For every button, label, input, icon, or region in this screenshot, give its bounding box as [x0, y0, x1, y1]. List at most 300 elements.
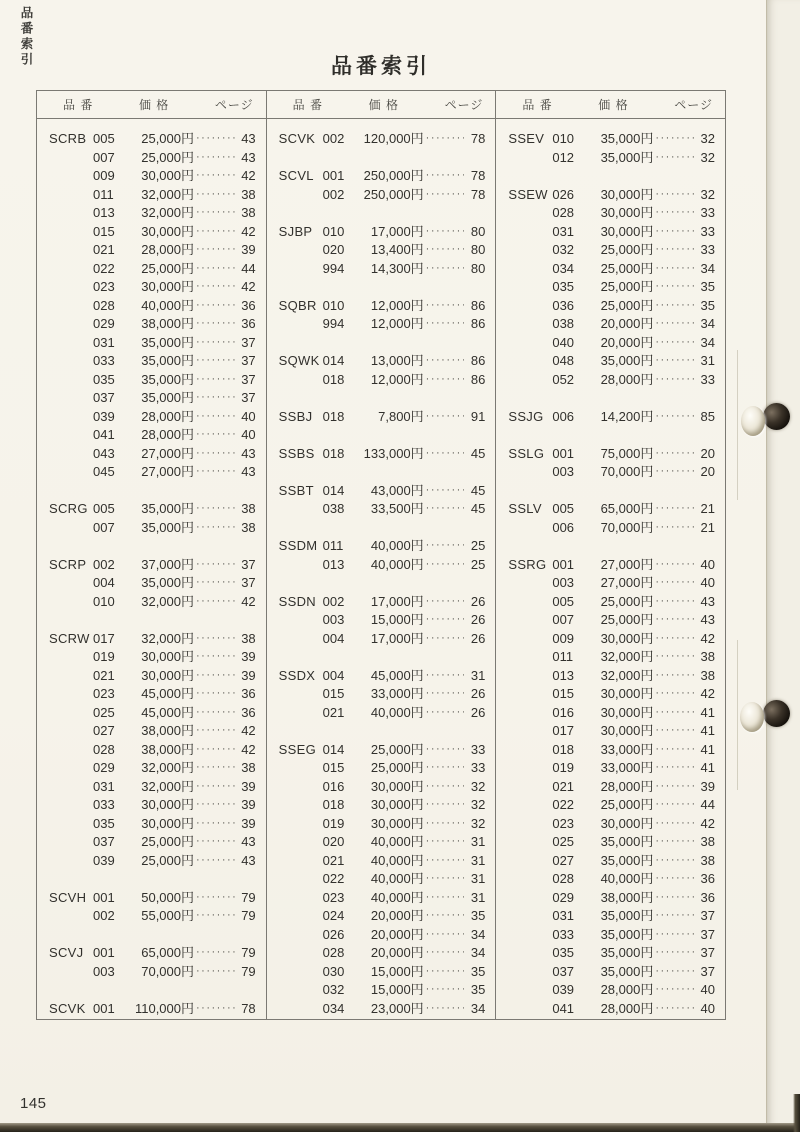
dotted-leader [424, 999, 465, 1018]
page-reference: 36 [700, 889, 716, 905]
product-family: SQBR [278, 297, 317, 313]
scan-corner-edge [793, 1094, 800, 1132]
product-code: 037 [93, 834, 115, 849]
index-row [49, 907, 256, 926]
page-reference: 38 [700, 649, 716, 664]
index-row [508, 667, 715, 686]
price-value: 30,000円 [600, 686, 654, 701]
page-reference: 37 [700, 963, 716, 979]
index-row [49, 463, 256, 482]
product-family: SSJG [508, 408, 544, 424]
index-row [508, 574, 715, 593]
price-value: 13,000円 [370, 353, 424, 368]
product-code: 994 [322, 260, 345, 276]
product-family: SSEV [508, 131, 545, 146]
dotted-leader [653, 259, 694, 278]
price-value: 35,000円 [141, 334, 194, 350]
index-row [508, 778, 715, 797]
index-row [49, 297, 256, 316]
dotted-leader [424, 962, 465, 981]
page-reference: 40 [700, 982, 716, 997]
index-row [508, 685, 715, 704]
page-reference: 35 [470, 908, 486, 923]
index-row [508, 519, 715, 538]
dotted-leader [194, 444, 235, 463]
product-code: 004 [322, 667, 345, 683]
header-code: 品 番 [292, 98, 324, 112]
product-group-ssjg [508, 408, 715, 427]
header-price: 価 格 [138, 98, 170, 112]
product-family: SSLV [508, 501, 542, 516]
page-reference: 31 [470, 852, 486, 868]
product-family: SCVK [278, 131, 316, 146]
page-reference: 42 [700, 686, 716, 701]
index-row [508, 186, 715, 205]
page-reference: 37 [700, 926, 716, 942]
page-reference: 41 [700, 704, 716, 720]
page-reference: 37 [241, 556, 256, 572]
price-value: 28,000円 [600, 778, 654, 794]
page-reference: 36 [241, 316, 256, 331]
product-code: 022 [322, 871, 345, 886]
index-row [49, 260, 256, 279]
dotted-leader [653, 444, 694, 463]
price-value: 30,000円 [141, 223, 194, 239]
product-code: 001 [93, 945, 115, 960]
product-code: 048 [552, 353, 575, 368]
price-value: 28,000円 [600, 371, 654, 387]
price-value: 33,000円 [600, 741, 654, 757]
product-code: 015 [322, 760, 345, 775]
index-row [279, 778, 486, 797]
price-value: 13,400円 [370, 242, 424, 257]
dotted-leader [653, 777, 694, 796]
page-reference: 34 [700, 260, 716, 276]
dotted-leader [194, 888, 235, 907]
price-value: 30,000円 [141, 279, 194, 294]
page-reference: 43 [241, 464, 256, 479]
page-reference: 21 [700, 501, 716, 516]
dotted-leader [424, 314, 465, 333]
dotted-leader [194, 185, 235, 204]
product-group-ssbs [279, 445, 486, 464]
index-row [279, 796, 486, 815]
page-reference: 25 [470, 556, 486, 572]
price-value: 110,000円 [134, 1000, 194, 1016]
product-code: 023 [322, 889, 345, 905]
dotted-leader [653, 462, 694, 481]
price-value: 35,000円 [600, 131, 654, 146]
page-reference: 32 [700, 131, 716, 146]
index-row [279, 593, 486, 612]
dotted-leader [194, 721, 235, 740]
price-value: 45,000円 [141, 704, 194, 720]
product-code: 001 [322, 168, 345, 183]
index-row [279, 445, 486, 464]
dotted-leader [194, 740, 235, 759]
page-title: 品番索引 [331, 55, 431, 78]
price-value: 27,000円 [141, 445, 194, 461]
dotted-leader [653, 610, 694, 629]
price-value: 25,000円 [600, 612, 654, 627]
product-group-scrb [49, 130, 256, 482]
column-header [496, 91, 725, 119]
price-value: 40,000円 [370, 556, 424, 572]
product-code: 029 [93, 760, 115, 775]
price-value: 35,000円 [141, 371, 194, 387]
product-code: 004 [93, 575, 115, 590]
scan-bottom-edge [0, 1123, 800, 1132]
dotted-leader [653, 925, 694, 944]
dotted-leader [424, 536, 465, 555]
page-reference: 86 [470, 316, 486, 331]
product-code: 032 [322, 982, 345, 997]
index-row [49, 500, 256, 519]
product-code: 001 [93, 1000, 115, 1016]
product-code: 038 [322, 501, 345, 516]
index-row [279, 630, 486, 649]
index-row [508, 889, 715, 908]
price-value: 65,000円 [141, 945, 194, 960]
product-code: 014 [322, 741, 345, 757]
index-row [508, 852, 715, 871]
index-row [508, 963, 715, 982]
index-row [508, 870, 715, 889]
page-reference: 80 [470, 260, 486, 276]
price-value: 30,000円 [370, 778, 424, 794]
page-reference: 33 [470, 741, 486, 757]
page-reference: 33 [700, 371, 716, 387]
page-reference: 40 [241, 427, 256, 442]
dotted-leader [424, 740, 465, 759]
product-code: 024 [322, 908, 345, 923]
page-reference: 39 [241, 778, 256, 794]
dotted-leader [194, 425, 235, 444]
page-reference: 78 [470, 168, 486, 183]
price-value: 35,000円 [600, 926, 654, 942]
index-row [279, 611, 486, 630]
index-row [49, 186, 256, 205]
page-reference: 42 [241, 593, 256, 609]
price-value: 17,000円 [370, 593, 424, 609]
price-value: 38,000円 [141, 741, 194, 757]
dotted-leader [194, 462, 235, 481]
header-price: 価 格 [598, 98, 629, 112]
page-reference: 42 [241, 168, 256, 183]
index-row [49, 833, 256, 852]
price-value: 40,000円 [600, 871, 654, 886]
product-code: 020 [322, 242, 345, 257]
dotted-leader [194, 629, 235, 648]
page-reference: 40 [241, 408, 256, 424]
dotted-leader [653, 814, 694, 833]
price-value: 15,000円 [370, 982, 424, 997]
product-family: SCVJ [49, 945, 84, 960]
product-code: 001 [93, 889, 115, 905]
price-value: 25,000円 [600, 279, 654, 294]
product-code: 052 [552, 371, 575, 387]
product-group-sqwk [279, 352, 486, 389]
price-value: 35,000円 [141, 501, 194, 516]
dotted-leader [653, 148, 694, 167]
page-reference: 80 [470, 242, 486, 257]
dotted-leader [653, 758, 694, 777]
product-code: 033 [93, 797, 115, 812]
price-value: 35,000円 [600, 353, 654, 368]
product-code: 003 [322, 612, 345, 627]
price-value: 32,000円 [141, 760, 194, 775]
index-row [279, 685, 486, 704]
index-row [49, 426, 256, 445]
index-row [508, 445, 715, 464]
product-group-ssdx [279, 667, 486, 723]
product-code: 003 [552, 575, 575, 590]
product-code: 017 [93, 630, 115, 646]
index-row [508, 223, 715, 242]
product-code: 013 [552, 667, 575, 683]
index-row [279, 167, 486, 186]
page-reference: 34 [700, 316, 716, 331]
product-family: SCRP [49, 556, 87, 572]
page-reference: 43 [241, 131, 256, 146]
price-value: 35,000円 [600, 852, 654, 868]
product-code: 022 [552, 797, 575, 812]
index-row [508, 907, 715, 926]
index-table [36, 90, 726, 1020]
index-row [508, 815, 715, 834]
page-reference: 31 [470, 667, 486, 683]
product-code: 994 [322, 316, 345, 331]
vertical-tab-label: 品番索引 [19, 6, 33, 68]
dotted-leader [194, 407, 235, 426]
dotted-leader [424, 259, 465, 278]
page-reference: 39 [700, 778, 716, 794]
price-value: 14,200円 [600, 408, 654, 424]
dotted-leader [653, 351, 694, 370]
page-reference: 45 [470, 501, 486, 516]
price-value: 12,000円 [370, 297, 424, 313]
product-code: 041 [93, 427, 115, 442]
price-value: 27,000円 [600, 556, 654, 572]
index-row [508, 500, 715, 519]
product-code: 012 [552, 149, 575, 165]
page-reference: 45 [470, 482, 486, 498]
dotted-leader [653, 999, 694, 1018]
page-reference: 37 [241, 371, 256, 387]
index-row [49, 741, 256, 760]
dotted-leader [194, 962, 235, 981]
dotted-leader [194, 388, 235, 407]
index-row [508, 833, 715, 852]
page-reference: 26 [470, 612, 486, 627]
page-reference: 39 [241, 242, 256, 257]
column-header [267, 91, 496, 119]
dotted-leader [424, 666, 465, 685]
price-value: 17,000円 [370, 223, 424, 239]
index-row [279, 926, 486, 945]
page-reference: 42 [241, 741, 256, 757]
page-reference: 79 [241, 889, 256, 905]
dotted-leader [424, 980, 465, 999]
index-row [279, 667, 486, 686]
dotted-leader [194, 148, 235, 167]
product-code: 003 [552, 464, 575, 479]
product-group-scvl [279, 167, 486, 204]
index-row [508, 981, 715, 1000]
page-reference: 33 [700, 205, 716, 220]
page-reference: 38 [241, 501, 256, 516]
index-row [49, 130, 256, 149]
page-reference: 37 [241, 334, 256, 350]
price-value: 35,000円 [600, 834, 654, 849]
header-page: ページ [214, 98, 254, 112]
index-row [279, 130, 486, 149]
dotted-leader [424, 351, 465, 370]
dotted-leader [424, 814, 465, 833]
dotted-leader [194, 370, 235, 389]
price-value: 33,500円 [370, 501, 424, 516]
page-reference: 40 [700, 1000, 716, 1016]
price-value: 25,000円 [600, 593, 654, 609]
price-value: 40,000円 [370, 704, 424, 720]
index-row [508, 648, 715, 667]
product-group-sqbr [279, 297, 486, 334]
product-code: 021 [93, 242, 115, 257]
price-value: 35,000円 [600, 945, 654, 960]
product-code: 002 [322, 186, 345, 202]
page-reference: 36 [241, 297, 256, 313]
dotted-leader [194, 777, 235, 796]
product-code: 001 [552, 556, 575, 572]
price-value: 250,000円 [363, 186, 424, 202]
index-row [279, 963, 486, 982]
dotted-leader [424, 888, 465, 907]
dotted-leader [653, 573, 694, 592]
index-row [49, 852, 256, 871]
index-row [49, 352, 256, 371]
index-row [279, 944, 486, 963]
dotted-leader [424, 166, 465, 185]
price-value: 25,000円 [600, 797, 654, 812]
index-row [508, 704, 715, 723]
product-code: 023 [552, 815, 575, 831]
page-reference: 78 [241, 1000, 256, 1016]
dotted-leader [653, 684, 694, 703]
dotted-leader [653, 629, 694, 648]
page-reference: 86 [470, 371, 486, 387]
page-reference: 43 [241, 149, 256, 165]
page-reference: 80 [470, 223, 486, 239]
page-reference: 86 [470, 353, 486, 368]
page-reference: 38 [700, 834, 716, 849]
product-code: 021 [322, 704, 345, 720]
underlying-page-edge [766, 0, 800, 1132]
product-code: 019 [322, 815, 345, 831]
dotted-leader [424, 481, 465, 500]
price-value: 38,000円 [600, 889, 654, 905]
index-row [508, 796, 715, 815]
product-code: 020 [322, 834, 345, 849]
dotted-leader [424, 407, 465, 426]
product-group-ssev [508, 130, 715, 167]
product-group-scvk [279, 130, 486, 149]
page-reference: 32 [700, 149, 716, 165]
dotted-leader [194, 296, 235, 315]
price-value: 32,000円 [141, 630, 194, 646]
folio-page-number: 145 [20, 1095, 47, 1112]
index-row [279, 870, 486, 889]
dotted-leader [194, 906, 235, 925]
page-reference: 26 [470, 686, 486, 701]
price-value: 30,000円 [370, 797, 424, 812]
dotted-leader [424, 777, 465, 796]
dotted-leader [653, 333, 694, 352]
dotted-leader [653, 407, 694, 426]
product-code: 005 [552, 593, 575, 609]
dotted-leader [424, 444, 465, 463]
index-row [49, 1000, 256, 1019]
product-code: 013 [93, 205, 115, 220]
page-reference: 35 [700, 279, 716, 294]
index-row [279, 315, 486, 334]
dotted-leader [424, 703, 465, 722]
product-family: SSDX [278, 667, 316, 683]
product-code: 016 [552, 704, 575, 720]
product-group-ssdn [279, 593, 486, 649]
index-row [508, 352, 715, 371]
page-reference: 38 [700, 667, 716, 683]
page-reference: 26 [470, 630, 486, 646]
dotted-leader [194, 592, 235, 611]
price-value: 25,000円 [370, 741, 424, 757]
page-reference: 39 [241, 649, 256, 664]
product-group-scvh [49, 889, 256, 926]
index-row [508, 722, 715, 741]
product-family: SSEG [278, 741, 316, 757]
product-group-ssdm [279, 537, 486, 574]
price-value: 55,000円 [141, 908, 194, 923]
dotted-leader [653, 296, 694, 315]
product-code: 032 [552, 242, 575, 257]
index-row [49, 149, 256, 168]
product-code: 031 [93, 778, 115, 794]
index-row [508, 741, 715, 760]
page-reference: 38 [700, 852, 716, 868]
dotted-leader [424, 925, 465, 944]
page-reference: 36 [241, 686, 256, 701]
product-code: 039 [93, 408, 115, 424]
price-value: 30,000円 [141, 815, 194, 831]
page-reference: 35 [470, 982, 486, 997]
dotted-leader [194, 814, 235, 833]
price-value: 20,000円 [600, 334, 654, 350]
index-row [49, 796, 256, 815]
dotted-leader [194, 555, 235, 574]
product-code: 028 [552, 871, 575, 886]
price-value: 37,000円 [141, 556, 194, 572]
binder-punch-hole-dark-top [763, 403, 790, 430]
index-row [279, 759, 486, 778]
page-reference: 34 [700, 334, 716, 350]
page-reference: 34 [470, 926, 486, 942]
dotted-leader [653, 721, 694, 740]
page-reference: 43 [241, 445, 256, 461]
index-row [508, 315, 715, 334]
product-code: 033 [93, 353, 115, 368]
dotted-leader [194, 259, 235, 278]
dotted-leader [424, 296, 465, 315]
product-code: 041 [552, 1000, 575, 1016]
